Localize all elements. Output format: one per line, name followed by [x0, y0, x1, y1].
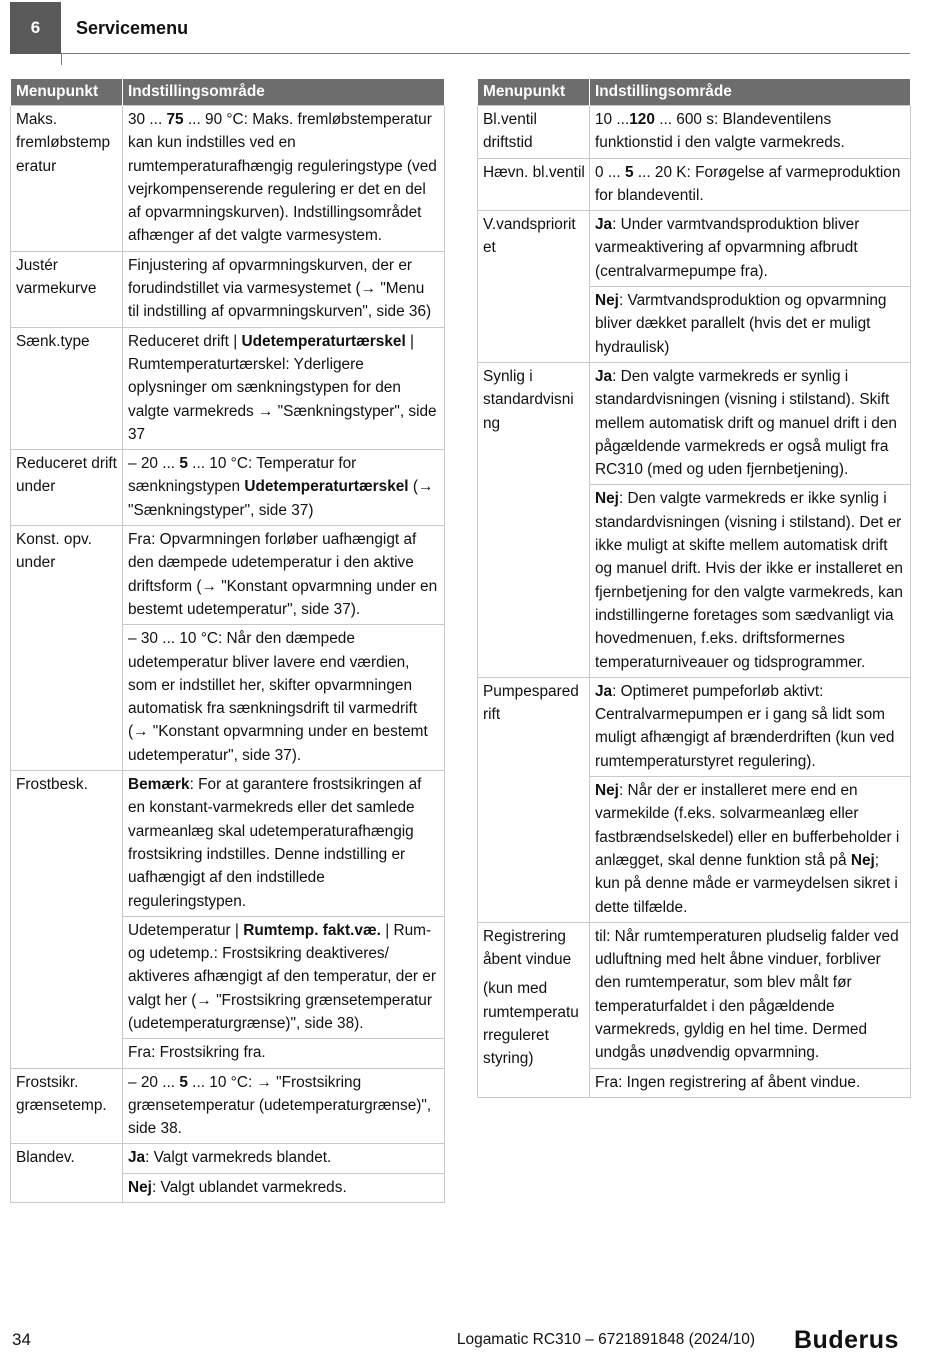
- menu-item-cell: [11, 771, 123, 1069]
- setting-text: : Optimeret pumpeforløb aktivt: Centralvarmepumpen er i gang så lidt som muligt afhængigt af brænderdriften (kun ved rumtemperaturstyret regulering).: [595, 682, 895, 770]
- setting-cell: [123, 106, 445, 252]
- right-settings-table: [477, 79, 911, 1098]
- setting-text: Reduceret drift |: [128, 332, 242, 350]
- setting-text-bold: Udetemperaturtærskel: [241, 332, 406, 350]
- table-row: [11, 771, 445, 917]
- setting-text-bold: Rumtemp. fakt.væ.: [243, 921, 381, 939]
- setting-text: – 20 ...: [128, 455, 180, 473]
- menu-item-cell: [478, 362, 590, 677]
- menu-item-cell: [11, 1068, 123, 1144]
- setting-text-bold: Udetemperaturtærskel: [244, 478, 409, 496]
- setting-cell: [123, 916, 445, 1038]
- menu-item-cell: [478, 922, 590, 1097]
- setting-text: – 30 ... 10 °C: Når den dæmpede udetemperatur bliver lavere end værdien, som er indstillet her, skifter opvarmningen automatisk fra sænkningsdrift til varmedrift (→ "Konstant opvarmning under en bestemt udetemperatur", side 37).: [128, 630, 428, 764]
- table-row: [478, 362, 911, 484]
- setting-text: : Valgt ublandet varmekreds.: [151, 1178, 347, 1196]
- menu-item-cell: [11, 450, 123, 526]
- setting-cell: [590, 485, 911, 677]
- setting-cell: [123, 1068, 445, 1144]
- table-row: [11, 450, 445, 526]
- table-row: [11, 526, 445, 625]
- setting-text: (→ "Sænkningstyper", side 37): [128, 478, 434, 519]
- left-settings-table: [10, 79, 445, 1203]
- brand-logo: Buderus: [794, 1326, 899, 1354]
- setting-text: : Under varmtvandsproduktion bliver varmeaktivering af opvarmning afbrudt (centralvarmepumpe fra).: [595, 216, 860, 280]
- table-row: [11, 1068, 445, 1144]
- column-header-menu: Menupunkt: [11, 79, 123, 106]
- setting-cell: [123, 1173, 445, 1202]
- setting-cell: [590, 677, 911, 776]
- header-rule-tick: [61, 53, 62, 65]
- setting-text-bold: Bemærk: [128, 776, 190, 794]
- menu-item-cell: [11, 1144, 123, 1203]
- setting-cell: [123, 625, 445, 771]
- menu-item-cell: [11, 106, 123, 252]
- header-rule: [61, 53, 910, 54]
- table-row: [11, 327, 445, 449]
- column-header-menu: Menupunkt: [478, 79, 590, 106]
- setting-cell: [123, 450, 445, 526]
- setting-text: : Den valgte varmekreds er synlig i standardvisningen (visning i stilstand). Skift mellem automatisk drift og manuel drift i den pågældende varmekreds er også muligt fra RC310 (med og uden fjernbetjening).: [595, 367, 897, 479]
- setting-text: 0 ...: [595, 163, 625, 181]
- table-row: [478, 922, 911, 1068]
- menu-item-cell: [478, 677, 590, 922]
- setting-text: | Rumtemperaturtærskel: Yderligere oplysninger om sænkningstypen for den valgte varmekreds → "Sænkningstyper", side 37: [128, 332, 437, 443]
- setting-cell: [590, 287, 911, 363]
- menu-item-label: Registrering åbent vindue: [483, 927, 572, 969]
- setting-text: : Den valgte varmekreds er ikke synlig i standardvisningen (visning i stilstand). Det er ikke muligt at skifte mellem automatisk drift og manuel drift. Hvis der ikke er installeret en fjernbetjening for den valgte varmekreds, kan indstillingerne foretages som sædvanligt via hovedmenuen, f.eks. driftsformernes temperaturniveauer og tidsprogrammer.: [595, 490, 903, 671]
- setting-text: ... 20 K: Forøgelse af varmeproduktion for blandeventil.: [595, 163, 901, 204]
- menu-item-label: Hævn. bl.ventil: [483, 163, 585, 181]
- setting-text: Udetemperatur |: [128, 921, 244, 939]
- setting-cell: [123, 327, 445, 449]
- setting-text: ... 90 °C: Maks. fremløbstemperatur kan kun indstilles ved en rumtemperaturafhængig reguleringstype (ved vejrkompenserende regulering er det en del af opvarmningskurven). Indstillingsområdet afhænger af det valgte varmesystem.: [128, 111, 437, 245]
- setting-cell: [590, 106, 911, 159]
- setting-text-bold: Ja: [595, 367, 613, 385]
- column-header-setting: Indstillingsområde: [123, 79, 445, 106]
- setting-text-bold: 5: [624, 163, 634, 181]
- menu-item-label: Frostbesk.: [16, 776, 88, 794]
- menu-item-cell: [11, 251, 123, 327]
- menu-item-cell: [11, 327, 123, 449]
- setting-text-bold: Ja: [595, 216, 613, 234]
- setting-cell: [123, 771, 445, 917]
- page-number: 34: [12, 1330, 31, 1349]
- setting-text-bold: Nej: [595, 782, 619, 800]
- setting-text-bold: 120: [629, 111, 655, 128]
- setting-text: ... 10 °C: Temperatur for sænkningstypen: [128, 455, 357, 496]
- setting-cell: [123, 251, 445, 327]
- menu-item-label: Pumpespared rift: [483, 682, 579, 724]
- setting-cell: [590, 1068, 911, 1097]
- column-header-setting: Indstillingsområde: [590, 79, 911, 106]
- setting-text-bold: Ja: [595, 682, 613, 700]
- chapter-number: 6: [10, 2, 61, 54]
- setting-text: : For at garantere frostsikringen af en konstant-varmekreds eller det samlede varmeanlæg skal udetemperaturafhængig frostsikring indstilles. Denne indstilling er uafhængigt af den indstillede reguleringstypen.: [128, 776, 422, 910]
- setting-text: Fra: Opvarmningen forløber uafhængigt af den dæmpede udetemperatur i den aktive driftsform (→ "Konstant opvarmning under en bestemt udetemperatur", side 37).: [128, 531, 438, 618]
- menu-item-label: Justér varmekurve: [16, 256, 97, 298]
- chapter-title: Servicemenu: [76, 18, 189, 38]
- setting-text: : Valgt varmekreds blandet.: [145, 1149, 332, 1167]
- menu-item-cell: [478, 106, 590, 159]
- setting-cell: [590, 211, 911, 287]
- setting-cell: [590, 158, 911, 211]
- table-row: [478, 677, 911, 776]
- setting-text: ... 600 s: Blandeventilens funktionstid i den valgte varmekreds.: [595, 111, 845, 152]
- setting-text-bold: Nej: [595, 292, 619, 310]
- setting-cell: [123, 1039, 445, 1068]
- setting-cell: [590, 922, 911, 1068]
- setting-text-bold: Ja: [128, 1149, 146, 1167]
- menu-item-label: Frostsikr. grænsetemp.: [16, 1073, 107, 1114]
- setting-text: ; kun på denne måde er varmeydelsen sikret i dette tilfælde.: [595, 851, 898, 916]
- menu-item-label: Reduceret drift under: [16, 455, 117, 496]
- table-row: [11, 106, 445, 252]
- menu-item-note: (kun med rumtemperatu rreguleret styring): [483, 980, 579, 1068]
- menu-item-cell: [478, 211, 590, 363]
- setting-text: ... 10 °C: → "Frostsikring grænsetemperatur (udetemperaturgrænse)", side 38.: [128, 1073, 432, 1138]
- table-row: [11, 251, 445, 327]
- setting-text: 10 ...: [595, 111, 630, 128]
- setting-cell: [590, 362, 911, 484]
- setting-text-bold: 5: [179, 1073, 188, 1091]
- setting-text: : Når der er installeret mere end en varmekilde (f.eks. solvarmeanlæg eller fastbrændselskedel) eller en bufferbeholder i anlægget, skal denne funktion stå på: [595, 782, 900, 869]
- setting-text: | Rum- og udetemp.: Frostsikring deaktiveres/ aktiveres afhængigt af den temperatur, der er valgt her (→ "Frostsikring grænsetemperatur (udetemperaturgrænse)", side 38).: [128, 921, 436, 1032]
- table-row: [478, 106, 911, 159]
- setting-text: Fra: Ingen registrering af åbent vindue.: [595, 1073, 861, 1091]
- setting-cell: [123, 1144, 445, 1173]
- document-reference: Logamatic RC310 – 6721891848 (2024/10): [456, 1331, 755, 1348]
- setting-text: 30 ...: [128, 111, 167, 128]
- setting-text: Fra: Frostsikring fra.: [128, 1044, 266, 1062]
- menu-item-label: V.vandspriorit et: [483, 216, 576, 257]
- setting-text-bold: Nej: [850, 851, 875, 869]
- setting-text: Finjustering af opvarmningskurven, der er forudindstillet via varmesystemet (→ "Menu til indstilling af opvarmningskurven", side 36): [128, 256, 432, 321]
- table-header-row: [11, 79, 445, 106]
- table-row: [478, 158, 911, 211]
- menu-item-label: Sænk.type: [16, 332, 90, 350]
- setting-text-bold: Nej: [128, 1178, 152, 1196]
- menu-item-label: Maks. fremløbstemp eratur: [16, 111, 111, 175]
- setting-cell: [123, 526, 445, 625]
- setting-text: – 20 ...: [128, 1073, 180, 1091]
- menu-item-cell: [478, 158, 590, 211]
- menu-item-cell: [11, 526, 123, 771]
- menu-item-label: Konst. opv. under: [16, 531, 92, 572]
- table-row: [11, 1144, 445, 1173]
- setting-text: : Varmtvandsproduktion og opvarmning bliver dækket parallelt (hvis det er muligt hydraulisk): [595, 292, 887, 356]
- table-row: [478, 211, 911, 287]
- menu-item-label: Blandev.: [16, 1149, 75, 1167]
- menu-item-label: Synlig i standardvisni ng: [483, 367, 574, 432]
- menu-item-label: Bl.ventil driftstid: [483, 111, 537, 152]
- setting-text: til: Når rumtemperaturen pludselig falder ved udluftning med helt åbne vinduer, forbliver den rumtemperatur, som blev målt før temperaturfaldet i den pågældende varmekreds, gyldig en hel time. Dermed undgås unødvendig opvarmning.: [595, 927, 899, 1062]
- setting-text-bold: 5: [179, 455, 188, 473]
- setting-cell: [590, 777, 911, 923]
- table-header-row: [478, 79, 911, 106]
- setting-text-bold: Nej: [595, 490, 619, 508]
- setting-text-bold: 75: [166, 111, 184, 128]
